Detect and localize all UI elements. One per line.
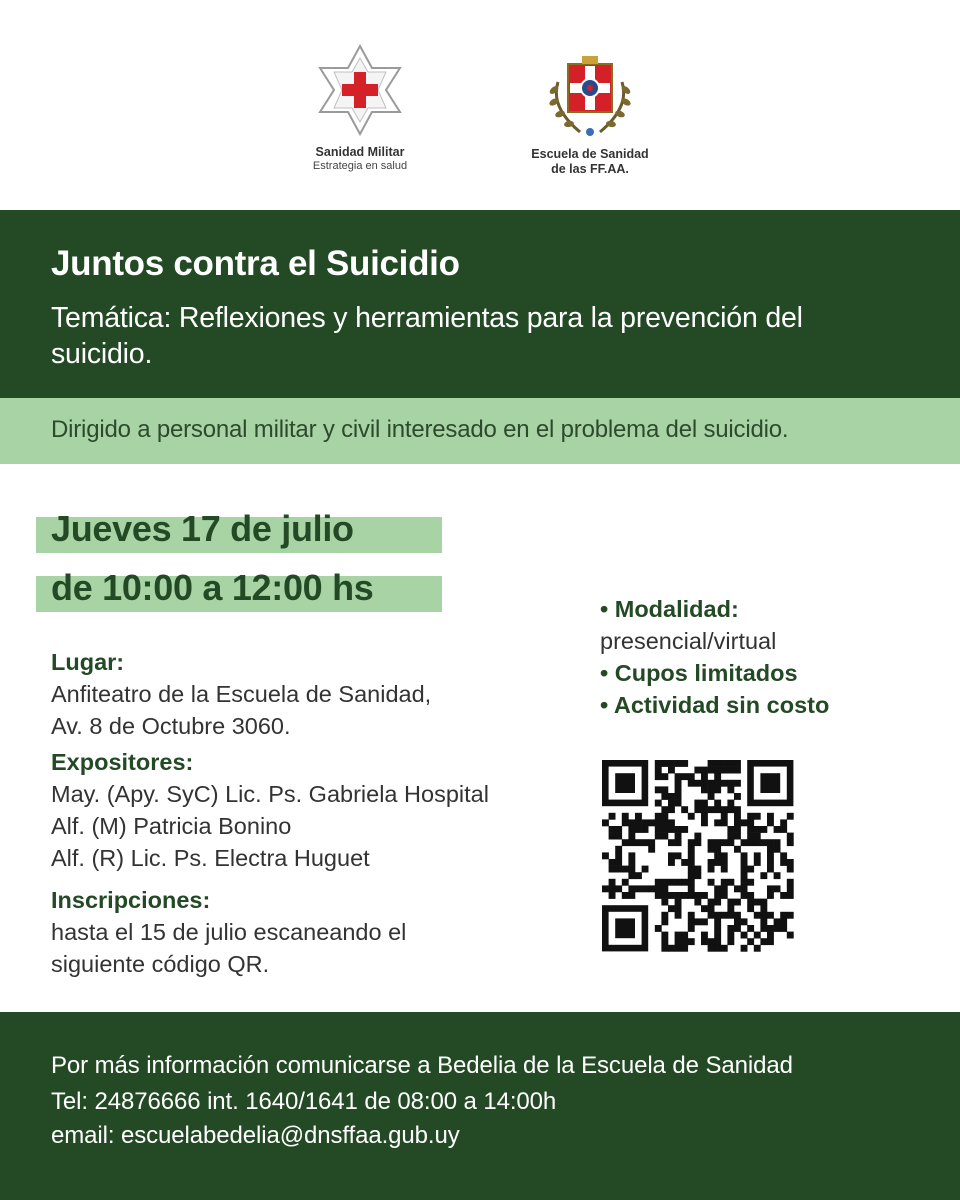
- inscripciones-line1: hasta el 15 de julio escaneando el: [51, 919, 407, 945]
- cupos-item: • Cupos limitados: [600, 660, 798, 686]
- expositor-3: Alf. (R) Lic. Ps. Electra Huguet: [51, 845, 370, 871]
- logo1-subtitle: Estrategia en salud: [312, 160, 408, 172]
- page-title: Juntos contra el Suicidio: [51, 244, 460, 283]
- inscripciones-label: Inscripciones:: [51, 887, 211, 913]
- lugar-line2: Av. 8 de Octubre 3060.: [51, 713, 291, 739]
- logo1-title: Sanidad Militar: [315, 145, 405, 159]
- lugar-section: [51, 646, 571, 742]
- footer-info: Por más información comunicarse a Bedelia de la Escuela de Sanidad: [51, 1052, 793, 1079]
- page-subtitle: Temática: Reflexiones y herramientas para la prevención del suicidio.: [51, 302, 803, 370]
- event-time: de 10:00 a 12:00 hs: [51, 567, 374, 608]
- audience-text: Dirigido a personal militar y civil interesado en el problema del suicidio.: [51, 416, 789, 443]
- event-date: Jueves 17 de julio: [51, 508, 354, 549]
- expositor-2: Alf. (M) Patricia Bonino: [51, 813, 292, 839]
- star-red-cross-icon: [314, 44, 406, 136]
- modalidad-value: presencial/virtual: [600, 628, 777, 654]
- logo2-line1: Escuela de Sanidad: [531, 147, 649, 161]
- expositor-1: May. (Apy. SyC) Lic. Ps. Gabriela Hospital: [51, 781, 489, 807]
- escuela-sanidad-logo: [520, 52, 660, 177]
- footer-phone: Tel: 24876666 int. 1640/1641 de 08:00 a 14:00h: [51, 1088, 557, 1115]
- expositores-section: [51, 746, 571, 874]
- modalidad-label: • Modalidad:: [600, 596, 739, 622]
- lugar-line1: Anfiteatro de la Escuela de Sanidad,: [51, 681, 432, 707]
- qr-code-icon[interactable]: [592, 748, 802, 962]
- lugar-label: Lugar:: [51, 649, 125, 675]
- inscripciones-line2: siguiente código QR.: [51, 951, 270, 977]
- logo2-line2: de las FF.AA.: [551, 162, 629, 176]
- sanidad-militar-logo: [300, 44, 420, 173]
- footer-email[interactable]: email: escuelabedelia@dnsffaa.gub.uy: [51, 1122, 460, 1149]
- logos-area: [0, 0, 960, 210]
- inscripciones-section: [51, 884, 571, 980]
- costo-item: • Actividad sin costo: [600, 692, 830, 718]
- expositores-label: Expositores:: [51, 749, 194, 775]
- details-list: [600, 593, 920, 721]
- crest-icon: [540, 52, 640, 138]
